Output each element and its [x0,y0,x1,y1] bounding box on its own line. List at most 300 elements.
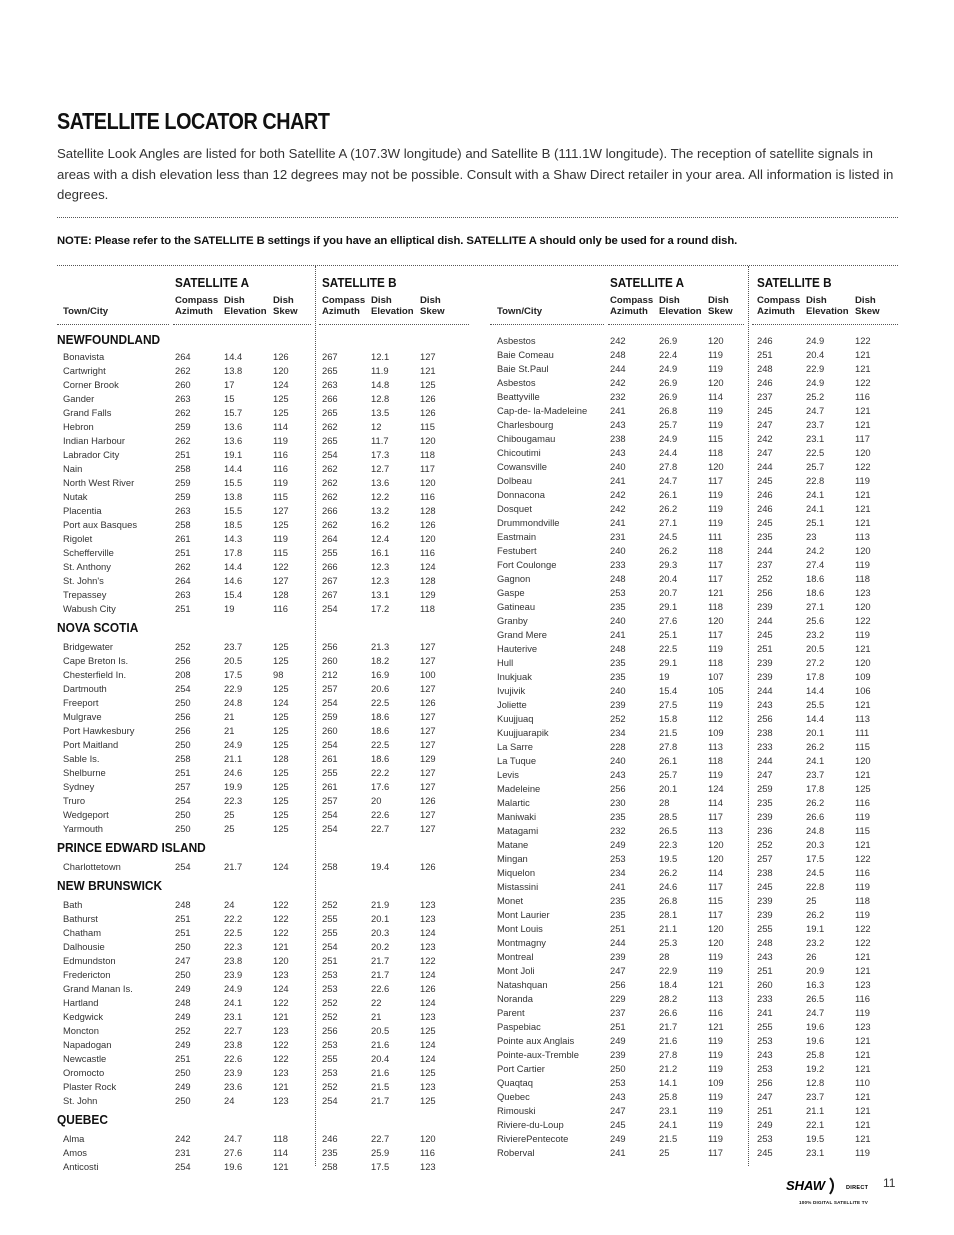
sat-a-skew: 120 [708,853,724,864]
sat-a-skew: 117 [708,559,723,570]
sat-b-elevation: 17.3 [371,449,390,460]
sat-b-elevation: 25.8 [806,1049,825,1060]
sat-a-elevation: 24.1 [224,997,243,1008]
sat-a-azimuth: 254 [175,683,191,694]
sat-b-azimuth: 239 [757,601,773,612]
table-row [57,1094,481,1108]
province-heading: QUEBEC [57,1112,108,1127]
town-name: Bath [63,899,83,910]
sat-a-azimuth: 241 [610,1147,626,1158]
table-row [57,710,481,724]
town-name: Bonavista [63,351,105,362]
sat-a-azimuth: 262 [175,561,191,572]
sat-a-azimuth: 250 [175,739,191,750]
table-row [57,1132,481,1146]
table-row [57,1038,481,1052]
table-row [490,1132,914,1146]
table-row [490,782,914,796]
sat-b-azimuth: 243 [757,1049,773,1060]
table-row [490,558,914,572]
town-name: Charlesbourg [497,419,554,430]
sat-a-skew: 123 [273,969,289,980]
dish-elevation-header: Dish Elevation [806,295,849,317]
town-name: Mont Laurier [497,909,550,920]
sat-a-elevation: 22.3 [224,795,243,806]
sat-b-elevation: 25.7 [806,461,825,472]
sat-b-skew: 115 [855,741,870,752]
sat-a-elevation: 23.8 [224,1039,243,1050]
sat-a-elevation: 20.1 [659,783,678,794]
province-heading: NEW BRUNSWICK [57,878,163,893]
sat-a-azimuth: 262 [175,407,191,418]
table-row [490,712,914,726]
sat-b-elevation: 26.2 [806,741,825,752]
town-name: Kuujjuarapik [497,727,549,738]
sat-a-elevation: 13.6 [224,435,243,446]
shaw-logo-icon [786,1177,876,1199]
sat-b-azimuth: 261 [322,753,338,764]
sat-a-azimuth: 230 [610,797,626,808]
sat-a-skew: 123 [273,1025,289,1036]
sat-a-azimuth: 235 [610,657,626,668]
sat-a-skew: 124 [273,861,289,872]
sat-b-azimuth: 239 [757,909,773,920]
sat-a-elevation: 15.8 [659,713,678,724]
town-name: North West River [63,477,135,488]
sat-a-elevation: 15.4 [659,685,678,696]
sat-b-elevation: 22.6 [371,809,390,820]
sat-b-azimuth: 254 [322,449,338,460]
table-row [57,1024,481,1038]
sat-b-azimuth: 253 [757,1133,773,1144]
town-name: Cap-de- la-Madeleine [497,405,588,416]
table-row [490,866,914,880]
sat-a-azimuth: 251 [610,923,626,934]
sat-b-skew: 119 [855,1007,870,1018]
dish-skew-header: Dish Skew [273,295,298,317]
sat-b-elevation: 20.3 [371,927,390,938]
sat-b-azimuth: 262 [322,477,338,488]
sat-a-skew: 117 [708,1147,723,1158]
sat-a-elevation: 27.5 [659,699,678,710]
sat-a-elevation: 26.1 [659,489,678,500]
sat-a-skew: 120 [708,461,724,472]
town-name: La Tuque [497,755,537,766]
sat-b-azimuth: 255 [322,913,338,924]
town-name: Mistassini [497,881,539,892]
sat-b-skew: 122 [855,377,871,388]
sat-a-skew: 117 [708,811,723,822]
sat-b-azimuth: 265 [322,365,338,376]
sat-a-skew: 120 [708,335,724,346]
sat-b-skew: 120 [420,477,436,488]
sat-a-skew: 115 [273,547,288,558]
town-name: Kedgwick [63,1011,104,1022]
sat-b-skew: 121 [855,769,871,780]
sat-b-azimuth: 212 [322,669,338,680]
table-row [490,404,914,418]
sat-a-skew: 119 [708,699,723,710]
sat-a-azimuth: 234 [610,867,626,878]
town-name: Charlottetown [63,861,121,872]
sat-a-azimuth: 242 [610,377,626,388]
sat-b-skew: 121 [855,363,871,374]
sat-b-azimuth: 251 [757,643,773,654]
sat-b-azimuth: 239 [757,895,773,906]
sat-b-skew: 127 [420,683,436,694]
sat-a-azimuth: 241 [610,517,626,528]
town-name: Gagnon [497,573,531,584]
sat-b-azimuth: 255 [322,547,338,558]
sat-b-skew: 116 [420,491,435,502]
sat-a-azimuth: 233 [610,559,626,570]
divider [57,217,898,218]
sat-a-elevation: 17.8 [224,547,243,558]
sat-a-elevation: 19 [224,603,235,614]
sat-b-skew: 117 [855,433,870,444]
logo-brand: SHAW [786,1178,825,1193]
sat-a-elevation: 24.9 [659,433,678,444]
sat-b-elevation: 14.8 [371,379,390,390]
town-city-header: Town/City [63,306,109,317]
town-name: Quebec [497,1091,530,1102]
sat-a-elevation: 26.6 [659,1007,678,1018]
sat-a-skew: 117 [708,881,723,892]
sat-a-skew: 122 [273,997,289,1008]
town-name: Grand Manan Is. [63,983,133,994]
sat-b-elevation: 12.4 [371,533,390,544]
sat-a-skew: 119 [708,1105,723,1116]
sat-a-skew: 125 [273,683,289,694]
town-name: Anticosti [63,1161,99,1172]
sat-b-azimuth: 239 [757,657,773,668]
sat-b-azimuth: 255 [322,927,338,938]
sat-b-elevation: 27.2 [806,657,825,668]
sat-a-elevation: 18.5 [224,519,243,530]
sat-b-elevation: 20.3 [806,839,825,850]
sat-a-skew: 122 [273,561,289,572]
sat-b-skew: 120 [855,657,871,668]
table-row [490,670,914,684]
table-row [490,1076,914,1090]
town-name: Chibougamau [497,433,556,444]
sat-a-skew: 122 [273,927,289,938]
sat-a-elevation: 26.2 [659,867,678,878]
sat-b-azimuth: 253 [322,969,338,980]
table-row [57,560,481,574]
sat-a-elevation: 22.3 [224,941,243,952]
table-row [490,530,914,544]
sat-a-skew: 112 [708,713,723,724]
sat-b-azimuth: 245 [757,629,773,640]
sat-b-skew: 119 [855,629,870,640]
sat-b-elevation: 12.1 [371,351,390,362]
table-row [490,1048,914,1062]
sat-b-skew: 120 [855,601,871,612]
header-underline [57,324,169,325]
sat-b-elevation: 19.1 [806,923,825,934]
sat-b-elevation: 22.5 [371,697,390,708]
sat-a-azimuth: 243 [610,447,626,458]
sat-b-elevation: 22.2 [371,767,390,778]
table-row [490,1020,914,1034]
sat-b-azimuth: 262 [322,519,338,530]
table-row [57,518,481,532]
sat-a-azimuth: 242 [610,335,626,346]
sat-a-azimuth: 258 [175,463,191,474]
sat-b-skew: 127 [420,823,436,834]
sat-a-skew: 117 [708,475,723,486]
sat-a-elevation: 25 [659,1147,670,1158]
sat-a-elevation: 21.6 [659,1035,678,1046]
sat-a-azimuth: 259 [175,491,191,502]
sat-b-azimuth: 256 [757,587,773,598]
sat-b-elevation: 12.3 [371,575,390,586]
sat-a-skew: 118 [273,1133,288,1144]
sat-a-skew: 109 [708,1077,724,1088]
sat-b-azimuth: 265 [322,435,338,446]
sat-b-skew: 121 [855,405,871,416]
sat-a-skew: 114 [708,867,723,878]
table-row [57,968,481,982]
town-name: Chesterfield In. [63,669,127,680]
left-table [57,266,481,1172]
town-name: Plaster Rock [63,1081,117,1092]
sat-a-skew: 111 [708,531,723,542]
table-row [57,738,481,752]
sat-b-skew: 106 [855,685,871,696]
province-heading: PRINCE EDWARD ISLAND [57,840,206,855]
sat-b-elevation: 14.4 [806,685,825,696]
header-underline [319,324,469,325]
sat-b-elevation: 22.8 [806,881,825,892]
sat-a-elevation: 28 [659,797,670,808]
town-name: Rigolet [63,533,93,544]
town-name: Pointe aux Anglais [497,1035,575,1046]
sat-a-azimuth: 249 [610,1035,626,1046]
sat-a-elevation: 26.9 [659,377,678,388]
dish-elevation-header: Dish Elevation [659,295,702,317]
sat-a-skew: 120 [708,923,724,934]
sat-b-skew: 122 [855,923,871,934]
sat-a-elevation: 13.8 [224,365,243,376]
town-name: Quaqtaq [497,1077,533,1088]
table-row [57,724,481,738]
sat-b-azimuth: 239 [757,671,773,682]
sat-a-azimuth: 247 [175,955,191,966]
sat-b-azimuth: 256 [322,1025,338,1036]
sat-b-elevation: 17.5 [371,1161,390,1172]
sat-b-azimuth: 233 [757,741,773,752]
sat-a-elevation: 23.9 [224,1067,243,1078]
table-row [57,392,481,406]
sat-a-skew: 116 [708,1007,723,1018]
table-row [57,752,481,766]
town-name: Port aux Basques [63,519,138,530]
town-name: Shelburne [63,767,106,778]
town-name: St. John's [63,575,104,586]
town-name: Wedgeport [63,809,109,820]
sat-b-azimuth: 251 [322,955,338,966]
sat-a-skew: 124 [273,379,289,390]
table-row [57,822,481,836]
sat-a-skew: 115 [273,491,288,502]
sat-b-elevation: 12.7 [371,463,390,474]
table-row [490,642,914,656]
table-row [490,964,914,978]
sat-a-skew: 118 [708,657,723,668]
sat-b-skew: 119 [855,559,870,570]
sat-b-elevation: 21.5 [371,1081,390,1092]
sat-b-azimuth: 254 [322,603,338,614]
town-name: Edmundston [63,955,116,966]
table-row [490,432,914,446]
sat-b-skew: 119 [855,811,870,822]
sat-b-azimuth: 262 [322,491,338,502]
table-row [57,926,481,940]
sat-b-skew: 127 [420,351,436,362]
sat-b-elevation: 24.9 [806,377,825,388]
sat-b-elevation: 21.7 [371,969,390,980]
header-underline [173,324,311,325]
table-row [57,640,481,654]
sat-a-elevation: 24 [224,899,235,910]
sat-a-elevation: 21.7 [659,1021,678,1032]
table-row [57,1052,481,1066]
sat-a-azimuth: 243 [610,769,626,780]
town-name: Gander [63,393,95,404]
sat-b-elevation: 25.6 [806,615,825,626]
town-name: Fort Coulonge [497,559,557,570]
sat-a-azimuth: 262 [175,365,191,376]
sat-b-skew: 121 [855,1091,871,1102]
sat-a-skew: 128 [273,753,289,764]
town-name: RivierePentecote [497,1133,569,1144]
sat-b-azimuth: 246 [757,489,773,500]
sat-b-skew: 118 [420,449,435,460]
town-name: Asbestos [497,377,536,388]
town-name: Parent [497,1007,525,1018]
sat-a-elevation: 22.7 [224,1025,243,1036]
town-name: Baie Comeau [497,349,554,360]
sat-a-azimuth: 253 [610,1077,626,1088]
sat-b-skew: 128 [420,575,436,586]
sat-b-skew: 120 [855,755,871,766]
town-name: Asbestos [497,335,536,346]
table-row [490,950,914,964]
compass-azimuth-header: Compass Azimuth [610,295,654,317]
town-name: Grand Mere [497,629,548,640]
table-row [57,546,481,560]
sat-b-azimuth: 246 [757,335,773,346]
sat-a-skew: 125 [273,809,289,820]
sat-a-azimuth: 240 [610,461,626,472]
sat-b-elevation: 25.1 [806,517,825,528]
sat-a-azimuth: 239 [610,699,626,710]
sat-b-elevation: 23.2 [806,937,825,948]
sat-b-skew: 126 [420,795,436,806]
sat-b-elevation: 23.2 [806,629,825,640]
sat-a-skew: 125 [273,407,289,418]
sat-a-azimuth: 232 [610,825,626,836]
sat-a-skew: 119 [708,1091,723,1102]
sat-a-skew: 125 [273,795,289,806]
sat-a-azimuth: 242 [610,489,626,500]
sat-a-azimuth: 254 [175,795,191,806]
sat-a-azimuth: 248 [610,643,626,654]
sat-b-elevation: 18.6 [371,725,390,736]
sat-b-skew: 125 [420,1095,436,1106]
sat-a-elevation: 22.4 [659,349,678,360]
sat-b-skew: 113 [855,713,870,724]
sat-b-skew: 116 [855,867,870,878]
town-name: Gatineau [497,601,536,612]
sat-b-elevation: 20.2 [371,941,390,952]
sat-b-azimuth: 261 [322,781,338,792]
sat-a-elevation: 21.1 [224,753,243,764]
town-name: Truro [63,795,86,806]
table-row [57,898,481,912]
sat-a-skew: 116 [273,603,288,614]
sat-b-azimuth: 245 [757,517,773,528]
sat-b-elevation: 23.1 [806,433,825,444]
table-row [57,588,481,602]
sat-a-skew: 118 [708,545,723,556]
sat-a-skew: 123 [273,1095,289,1106]
sat-a-skew: 119 [708,1133,723,1144]
dish-skew-header: Dish Skew [420,295,445,317]
sat-b-skew: 120 [420,435,436,446]
table-row [57,996,481,1010]
sat-a-elevation: 29.1 [659,601,678,612]
sat-b-skew: 121 [855,1035,871,1046]
sat-b-skew: 126 [420,861,436,872]
sat-a-elevation: 21 [224,711,235,722]
sat-a-azimuth: 240 [610,755,626,766]
sat-b-azimuth: 259 [322,711,338,722]
sat-b-skew: 124 [420,1053,436,1064]
sat-a-skew: 119 [708,1049,723,1060]
sat-a-skew: 119 [708,405,723,416]
sat-b-elevation: 16.9 [371,669,390,680]
sat-a-elevation: 26.8 [659,895,678,906]
town-name: Amos [63,1147,87,1158]
sat-b-elevation: 16.1 [371,547,390,558]
sat-a-azimuth: 250 [175,823,191,834]
sat-a-skew: 127 [273,505,289,516]
table-row [490,1090,914,1104]
table-row [490,740,914,754]
sat-a-azimuth: 239 [610,1049,626,1060]
sat-b-skew: 127 [420,767,436,778]
sat-a-azimuth: 229 [610,993,626,1004]
table-row [490,460,914,474]
sat-a-skew: 121 [273,1161,289,1172]
sat-b-elevation: 23 [806,531,817,542]
sat-b-skew: 121 [855,951,871,962]
dish-elevation-header: Dish Elevation [224,295,267,317]
town-name: Pointe-aux-Tremble [497,1049,579,1060]
sat-a-skew: 98 [273,669,284,680]
satellite-b-heading: SATELLITE B [757,275,832,290]
table-row [57,1080,481,1094]
sat-a-azimuth: 261 [175,533,191,544]
sat-a-elevation: 22.2 [224,913,243,924]
sat-a-elevation: 29.3 [659,559,678,570]
table-row [57,476,481,490]
sat-a-azimuth: 242 [610,503,626,514]
sat-b-skew: 119 [855,1147,870,1158]
